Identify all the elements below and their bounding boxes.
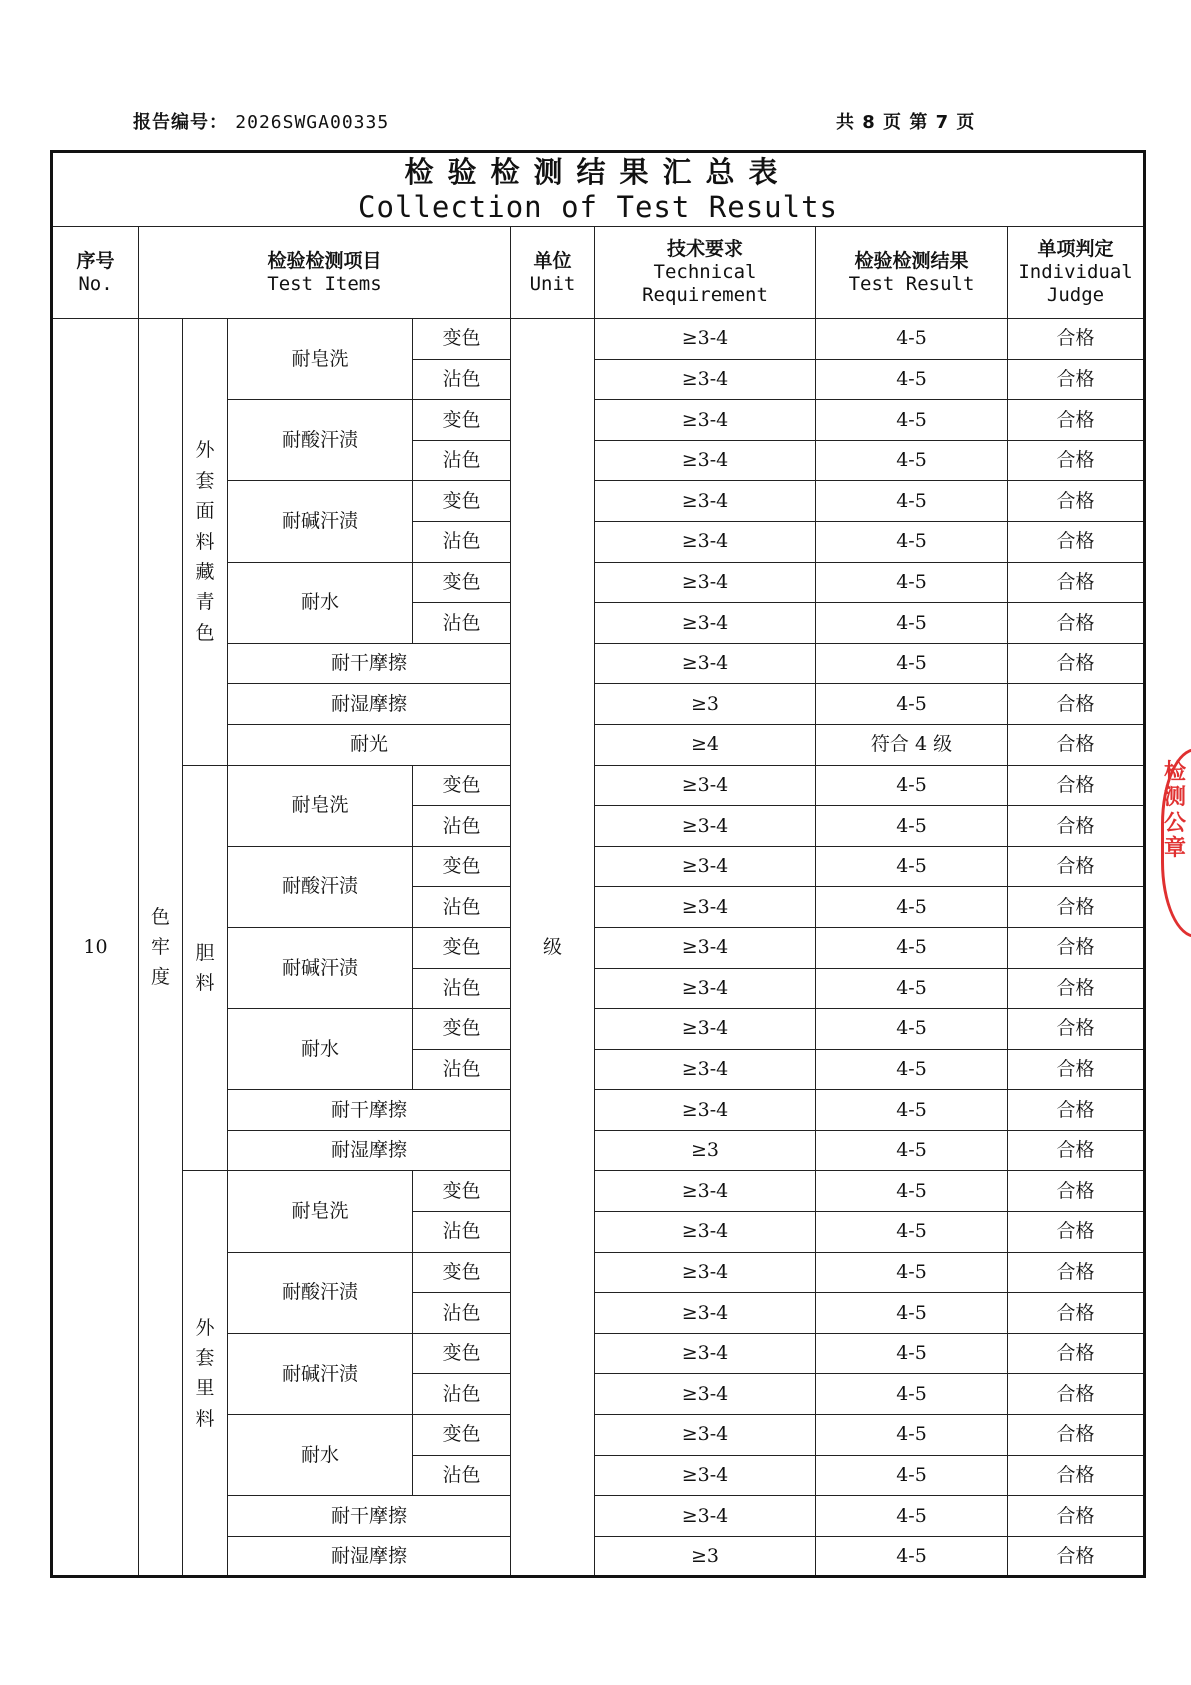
requirement-cell: ≥3-4 [595, 1252, 816, 1293]
test-item-name: 耐碱汗渍 [228, 1333, 413, 1414]
test-subitem-name: 沾色 [413, 1455, 511, 1496]
judge-cell: 合格 [1008, 481, 1145, 522]
judge-cell: 合格 [1008, 887, 1145, 928]
section-name [183, 765, 228, 1171]
requirement-cell: ≥3 [595, 684, 816, 725]
requirement-cell: ≥3-4 [595, 603, 816, 644]
judge-cell: 合格 [1008, 1496, 1145, 1537]
judge-cell: 合格 [1008, 1455, 1145, 1496]
test-subitem-name: 沾色 [413, 1212, 511, 1253]
requirement-cell: ≥4 [595, 724, 816, 765]
judge-cell: 合格 [1008, 1333, 1145, 1374]
judge-cell: 合格 [1008, 562, 1145, 603]
judge-cell: 合格 [1008, 643, 1145, 684]
judge-cell: 合格 [1008, 1009, 1145, 1050]
requirement-cell: ≥3-4 [595, 765, 816, 806]
test-item-name: 耐干摩擦 [228, 1496, 511, 1537]
test-subitem-name: 变色 [413, 765, 511, 806]
judge-cell: 合格 [1008, 359, 1145, 400]
test-subitem-name: 沾色 [413, 1049, 511, 1090]
page-info: 共 8 页 第 7 页 [836, 112, 976, 133]
test-subitem-name: 变色 [413, 319, 511, 360]
table-title [52, 152, 1145, 227]
result-cell: 4-5 [816, 968, 1008, 1009]
requirement-cell: ≥3-4 [595, 1212, 816, 1253]
group-category [139, 319, 183, 1577]
test-subitem-name: 变色 [413, 481, 511, 522]
group-unit: 级 [511, 319, 595, 1577]
test-item-name: 耐水 [228, 562, 413, 643]
official-seal-text: 检测公章 [1164, 760, 1187, 861]
test-subitem-name: 沾色 [413, 806, 511, 847]
requirement-cell: ≥3-4 [595, 1496, 816, 1537]
judge-cell: 合格 [1008, 1293, 1145, 1334]
test-subitem-name: 变色 [413, 562, 511, 603]
col-unit [511, 227, 595, 319]
test-subitem-name: 沾色 [413, 887, 511, 928]
judge-cell: 合格 [1008, 1090, 1145, 1131]
col-result [816, 227, 1008, 319]
result-cell: 4-5 [816, 1455, 1008, 1496]
requirement-cell: ≥3-4 [595, 1009, 816, 1050]
judge-cell: 合格 [1008, 927, 1145, 968]
requirement-cell: ≥3-4 [595, 1049, 816, 1090]
test-item-name: 耐湿摩擦 [228, 1536, 511, 1577]
result-cell: 4-5 [816, 765, 1008, 806]
col-judge-cn: 单项判定 [1037, 238, 1114, 261]
test-subitem-name: 沾色 [413, 359, 511, 400]
col-requirement-en: Technical Requirement [642, 261, 768, 306]
result-cell: 4-5 [816, 521, 1008, 562]
result-cell: 4-5 [816, 1090, 1008, 1131]
result-cell: 4-5 [816, 1536, 1008, 1577]
result-cell: 4-5 [816, 1333, 1008, 1374]
requirement-cell: ≥3-4 [595, 562, 816, 603]
judge-cell: 合格 [1008, 765, 1145, 806]
judge-cell: 合格 [1008, 1130, 1145, 1171]
requirement-cell: ≥3-4 [595, 481, 816, 522]
test-item-name: 耐皂洗 [228, 765, 413, 846]
judge-cell: 合格 [1008, 1049, 1145, 1090]
requirement-cell: ≥3-4 [595, 400, 816, 441]
result-cell: 4-5 [816, 1130, 1008, 1171]
judge-cell: 合格 [1008, 724, 1145, 765]
result-cell: 4-5 [816, 562, 1008, 603]
test-item-name: 耐湿摩擦 [228, 684, 511, 725]
col-result-cn: 检验检测结果 [854, 249, 969, 272]
group-number: 10 [52, 319, 139, 1577]
result-cell: 符合 4 级 [816, 724, 1008, 765]
result-cell: 4-5 [816, 887, 1008, 928]
result-cell: 4-5 [816, 684, 1008, 725]
table-row [52, 319, 1145, 360]
col-items-en: Test Items [267, 272, 382, 295]
requirement-cell: ≥3-4 [595, 968, 816, 1009]
test-subitem-name: 变色 [413, 1009, 511, 1050]
test-item-name: 耐水 [228, 1009, 413, 1090]
requirement-cell: ≥3-4 [595, 927, 816, 968]
table-title-cn: 检验检测结果汇总表 [404, 154, 792, 189]
test-subitem-name: 沾色 [413, 1374, 511, 1415]
result-cell: 4-5 [816, 846, 1008, 887]
requirement-cell: ≥3-4 [595, 806, 816, 847]
judge-cell: 合格 [1008, 440, 1145, 481]
requirement-cell: ≥3 [595, 1536, 816, 1577]
result-cell: 4-5 [816, 1009, 1008, 1050]
judge-cell: 合格 [1008, 1374, 1145, 1415]
requirement-cell: ≥3-4 [595, 1171, 816, 1212]
col-requirement-cn: 技术要求 [666, 238, 743, 261]
result-cell: 4-5 [816, 1374, 1008, 1415]
requirement-cell: ≥3-4 [595, 1333, 816, 1374]
test-item-name: 耐酸汗渍 [228, 1252, 413, 1333]
requirement-cell: ≥3-4 [595, 887, 816, 928]
requirement-cell: ≥3-4 [595, 643, 816, 684]
col-items-cn: 检验检测项目 [267, 249, 382, 272]
requirement-cell: ≥3-4 [595, 440, 816, 481]
section-name [183, 1171, 228, 1577]
test-subitem-name: 沾色 [413, 968, 511, 1009]
test-item-name: 耐酸汗渍 [228, 846, 413, 927]
result-cell: 4-5 [816, 603, 1008, 644]
test-subitem-name: 沾色 [413, 603, 511, 644]
test-item-name: 耐碱汗渍 [228, 927, 413, 1008]
col-no [52, 227, 139, 319]
test-subitem-name: 变色 [413, 1415, 511, 1456]
test-subitem-name: 沾色 [413, 521, 511, 562]
requirement-cell: ≥3-4 [595, 521, 816, 562]
result-cell: 4-5 [816, 1252, 1008, 1293]
test-item-name: 耐皂洗 [228, 319, 413, 400]
result-cell: 4-5 [816, 1212, 1008, 1253]
result-cell: 4-5 [816, 1293, 1008, 1334]
test-item-name: 耐湿摩擦 [228, 1130, 511, 1171]
judge-cell: 合格 [1008, 806, 1145, 847]
judge-cell: 合格 [1008, 1536, 1145, 1577]
result-cell: 4-5 [816, 481, 1008, 522]
test-subitem-name: 变色 [413, 1252, 511, 1293]
section-name-text: 外套里料 [195, 1316, 215, 1430]
col-no-cn: 序号 [76, 249, 115, 272]
requirement-cell: ≥3 [595, 1130, 816, 1171]
requirement-cell: ≥3-4 [595, 1374, 816, 1415]
section-name [183, 319, 228, 766]
requirement-cell: ≥3-4 [595, 1293, 816, 1334]
judge-cell: 合格 [1008, 1415, 1145, 1456]
result-cell: 4-5 [816, 440, 1008, 481]
result-cell: 4-5 [816, 1171, 1008, 1212]
table-row [52, 1171, 1145, 1212]
test-item-name: 耐光 [228, 724, 511, 765]
result-cell: 4-5 [816, 359, 1008, 400]
col-judge [1008, 227, 1145, 319]
col-items [139, 227, 511, 319]
test-subitem-name: 变色 [413, 400, 511, 441]
test-subitem-name: 变色 [413, 1333, 511, 1374]
section-name-text: 胆料 [195, 941, 215, 994]
result-cell: 4-5 [816, 1496, 1008, 1537]
test-subitem-name: 变色 [413, 1171, 511, 1212]
test-item-name: 耐碱汗渍 [228, 481, 413, 562]
requirement-cell: ≥3-4 [595, 359, 816, 400]
report-number-label: 报告编号： [133, 112, 228, 133]
table-row [52, 765, 1145, 806]
result-cell: 4-5 [816, 400, 1008, 441]
test-item-name: 耐水 [228, 1415, 413, 1496]
test-item-name: 耐皂洗 [228, 1171, 413, 1252]
report-number-value: 2026SWGA00335 [235, 112, 390, 133]
table-title-en: Collection of Test Results [358, 189, 838, 224]
judge-cell: 合格 [1008, 846, 1145, 887]
report-number [133, 108, 389, 134]
test-subitem-name: 变色 [413, 927, 511, 968]
result-cell: 4-5 [816, 927, 1008, 968]
judge-cell: 合格 [1008, 968, 1145, 1009]
requirement-cell: ≥3-4 [595, 1455, 816, 1496]
col-judge-en: Individual Judge [1018, 261, 1133, 306]
col-requirement [595, 227, 816, 319]
test-subitem-name: 变色 [413, 846, 511, 887]
test-subitem-name: 沾色 [413, 440, 511, 481]
result-cell: 4-5 [816, 319, 1008, 360]
col-unit-en: Unit [529, 272, 576, 295]
col-no-en: No. [78, 272, 113, 295]
judge-cell: 合格 [1008, 684, 1145, 725]
judge-cell: 合格 [1008, 319, 1145, 360]
section-name-text: 外套面料藏青色 [195, 439, 215, 644]
judge-cell: 合格 [1008, 1171, 1145, 1212]
requirement-cell: ≥3-4 [595, 319, 816, 360]
results-body [52, 319, 1145, 1577]
judge-cell: 合格 [1008, 400, 1145, 441]
judge-cell: 合格 [1008, 1212, 1145, 1253]
group-category-text: 色牢度 [151, 905, 171, 989]
test-subitem-name: 沾色 [413, 1293, 511, 1334]
result-cell: 4-5 [816, 643, 1008, 684]
judge-cell: 合格 [1008, 1252, 1145, 1293]
result-cell: 4-5 [816, 806, 1008, 847]
col-result-en: Test Result [848, 272, 975, 295]
results-table [50, 150, 1146, 1578]
test-item-name: 耐酸汗渍 [228, 400, 413, 481]
test-item-name: 耐干摩擦 [228, 1090, 511, 1131]
requirement-cell: ≥3-4 [595, 1090, 816, 1131]
result-cell: 4-5 [816, 1049, 1008, 1090]
judge-cell: 合格 [1008, 521, 1145, 562]
requirement-cell: ≥3-4 [595, 1415, 816, 1456]
col-unit-cn: 单位 [533, 249, 572, 272]
test-item-name: 耐干摩擦 [228, 643, 511, 684]
requirement-cell: ≥3-4 [595, 846, 816, 887]
result-cell: 4-5 [816, 1415, 1008, 1456]
judge-cell: 合格 [1008, 603, 1145, 644]
